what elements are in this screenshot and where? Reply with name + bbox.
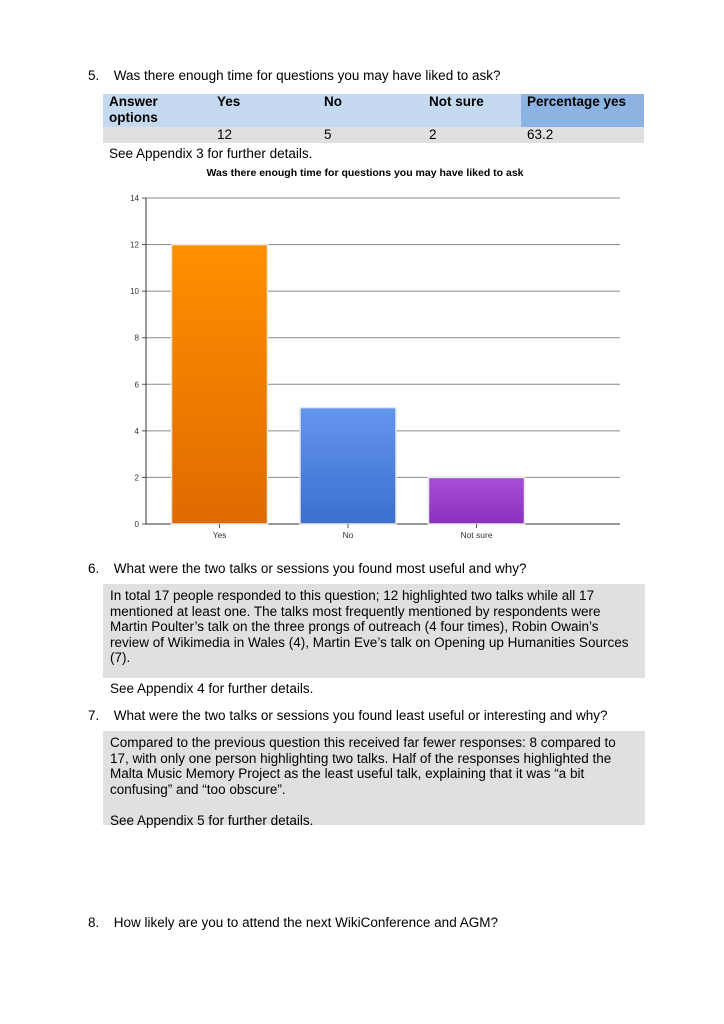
x-tick-label: Yes xyxy=(212,530,227,540)
answers-table-row xyxy=(103,127,644,143)
answers-table-header-row xyxy=(103,94,644,127)
question-6-answer: In total 17 people responded to this question; 12 highlighted two talks while all 17 mentioned at least one. The talks most frequently mentioned by respondents were Martin Poulter’s talk on the three prongs of outreach (4 four times), Robin Owain’s review of Wikimedia in Wales (4), Martin Eve’s talk on Opening up Humanities Sources (7). xyxy=(110,588,629,665)
y-tick-label: 0 xyxy=(134,520,139,529)
question-5 xyxy=(88,68,500,84)
y-tick-label: 12 xyxy=(130,240,139,250)
x-tick-label: Not sure xyxy=(460,530,493,540)
answers-table xyxy=(103,94,644,143)
question-7 xyxy=(88,708,608,724)
question-6-note: See Appendix 4 for further details. xyxy=(110,681,314,696)
answers-cell-not-sure: 2 xyxy=(423,127,521,143)
x-tick-label: No xyxy=(342,530,354,540)
y-tick-label: 6 xyxy=(134,380,139,390)
answers-header-options: Answer options xyxy=(103,94,211,127)
bar-not-sure xyxy=(429,477,525,524)
y-tick-label: 10 xyxy=(130,287,139,297)
bar-chart xyxy=(100,160,630,544)
question-5-text: Was there enough time for questions you may have liked to ask? xyxy=(113,68,501,83)
bar-yes xyxy=(172,245,268,524)
answers-cell-percentage: 63.2 xyxy=(521,127,644,143)
question-7-answer: Compared to the previous question this received far fewer responses: 8 compared to 17, with only one person highlighting two talks. Half of the responses highlighted the Malta Music Memory Project as the least useful talk, explaining that it was “a bit confusing” and “too obscure”. xyxy=(110,735,616,797)
chart-title: Was there enough time for questions you may have liked to ask xyxy=(206,167,524,179)
question-6-text: What were the two talks or sessions you found most useful and why? xyxy=(113,561,527,576)
question-8-number: 8. xyxy=(88,915,100,930)
y-tick-label: 14 xyxy=(130,194,139,203)
question-6-number: 6. xyxy=(88,561,100,576)
question-7-note: See Appendix 5 for further details. xyxy=(110,812,314,828)
question-6-answer-box xyxy=(103,584,645,696)
question-7-number: 7. xyxy=(88,708,100,723)
question-5-number: 5. xyxy=(88,68,100,83)
bar-no xyxy=(300,408,396,524)
answers-header-yes: Yes xyxy=(211,94,318,127)
answers-header-no: No xyxy=(318,94,423,127)
y-tick-label: 2 xyxy=(134,473,139,483)
question-8-text: How likely are you to attend the next WikiConference and AGM? xyxy=(113,915,498,930)
answers-cell-yes: 12 xyxy=(211,127,318,143)
question-5-note: See Appendix 3 for further details. xyxy=(109,146,313,161)
question-8 xyxy=(88,915,498,931)
answers-cell-no: 5 xyxy=(318,127,423,143)
question-7-text: What were the two talks or sessions you found least useful or interesting and why? xyxy=(113,708,608,723)
answers-header-not-sure: Not sure xyxy=(423,94,521,127)
answers-header-percentage: Percentage yes xyxy=(521,94,644,127)
y-tick-label: 4 xyxy=(134,426,139,436)
answers-cell-options xyxy=(103,127,211,143)
question-7-answer-box xyxy=(103,731,645,828)
y-tick-label: 8 xyxy=(134,333,139,343)
question-6 xyxy=(88,561,526,577)
